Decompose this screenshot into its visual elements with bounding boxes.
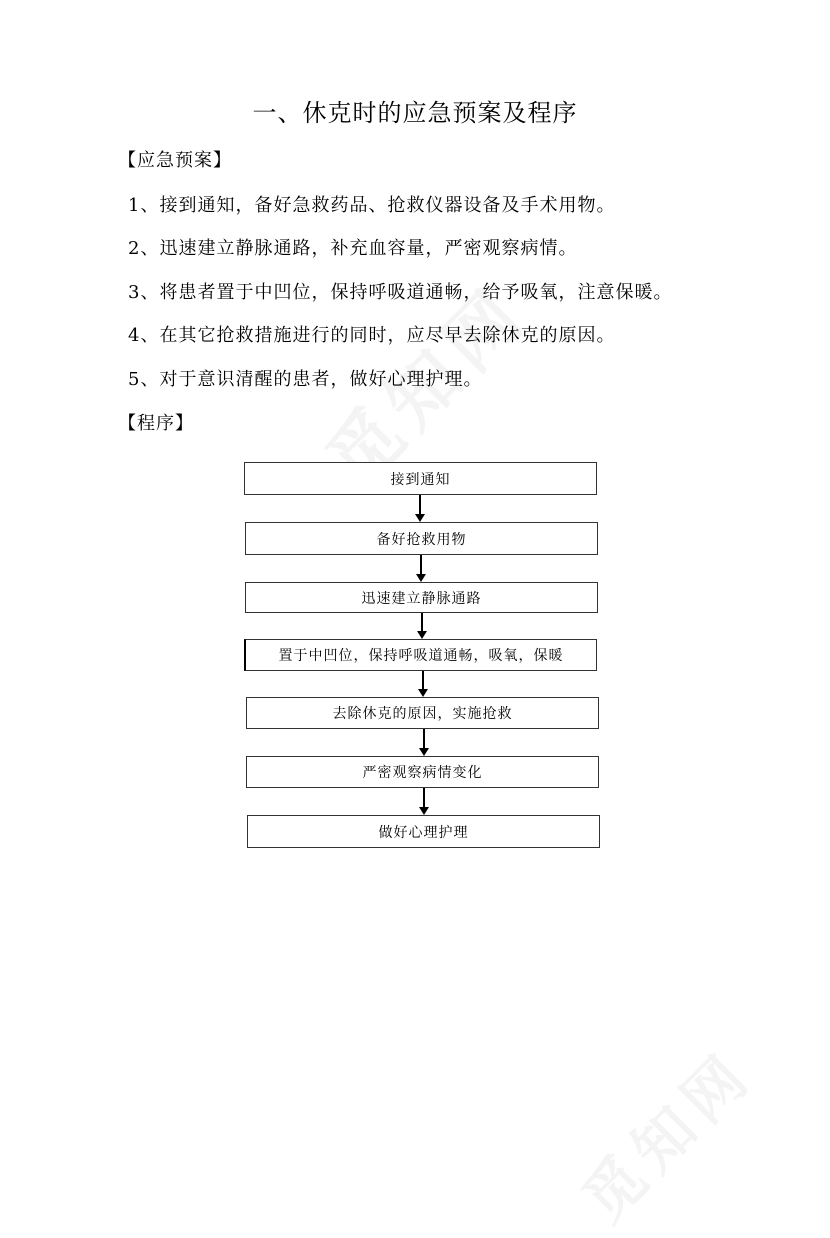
flow-step-3: 迅速建立静脉通路 xyxy=(245,582,598,613)
flow-arrow-6 xyxy=(419,788,429,815)
plan-section-label: 【应急预案】 xyxy=(118,150,232,171)
flow-arrow-3 xyxy=(417,613,427,639)
flow-step-4: 置于中凹位，保持呼吸道通畅，吸氧，保暖 xyxy=(244,639,597,671)
flow-step-2: 备好抢救用物 xyxy=(245,522,598,555)
flow-step-6: 严密观察病情变化 xyxy=(246,756,599,788)
flow-arrow-1 xyxy=(415,495,425,522)
flow-arrow-2 xyxy=(416,555,426,582)
plan-item-1: 1、接到通知，备好急救药品、抢救仪器设备及手术用物。 xyxy=(128,195,616,216)
procedure-section-label: 【程序】 xyxy=(118,413,194,434)
page-title: 一、休克时的应急预案及程序 xyxy=(252,99,578,127)
watermark-lower xyxy=(560,1028,769,1237)
flow-arrow-4 xyxy=(418,671,428,697)
flow-arrow-5 xyxy=(419,729,429,756)
plan-item-3: 3、将患者置于中凹位，保持呼吸道通畅，给予吸氧，注意保暖。 xyxy=(128,282,673,303)
plan-item-5: 5、对于意识清醒的患者，做好心理护理。 xyxy=(128,369,483,390)
flow-step-5: 去除休克的原因，实施抢救 xyxy=(246,697,599,729)
flow-step-1: 接到通知 xyxy=(244,462,597,495)
flow-step-7: 做好心理护理 xyxy=(247,815,600,848)
plan-item-2: 2、迅速建立静脉通路，补充血容量，严密观察病情。 xyxy=(128,238,578,259)
plan-item-4: 4、在其它抢救措施进行的同时，应尽早去除休克的原因。 xyxy=(128,325,616,346)
